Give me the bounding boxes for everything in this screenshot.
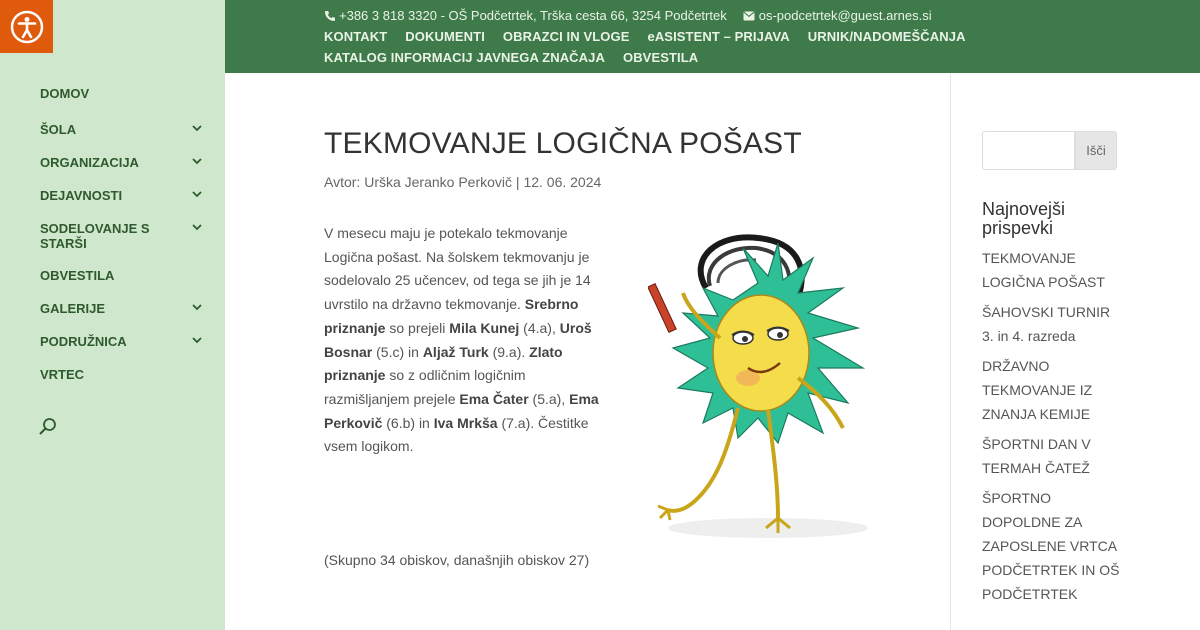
- visit-counter: (Skupno 34 obiskov, današnjih obiskov 27): [324, 552, 590, 568]
- menu-item-dokumenti[interactable]: DOKUMENTI: [405, 29, 485, 44]
- nav-item-obvestila[interactable]: [40, 268, 160, 283]
- phone-icon: [324, 10, 336, 22]
- silver-award-label: Srebrno priznanje: [324, 296, 579, 336]
- text-fragment: (9.a).: [488, 343, 530, 360]
- student-name: Mila Kunej: [449, 319, 520, 336]
- phone-address-text: +386 3 818 3320 - OŠ Podčetrtek, Trška cesta 66, 3254 Podčetrtek: [339, 8, 727, 23]
- recent-posts-list: [982, 246, 1122, 612]
- nav-item-domov[interactable]: [40, 86, 160, 101]
- student-name: Ema Čater: [459, 390, 529, 407]
- email-link[interactable]: os-podcetrtek@guest.arnes.si: [758, 8, 932, 23]
- menu-item-katalog-informacij[interactable]: KATALOG INFORMACIJ JAVNEGA ZNAČAJA: [324, 50, 605, 65]
- logic-monster-illustration: [648, 228, 888, 548]
- nav-item-label: GALERIJE: [40, 301, 106, 316]
- search-button[interactable]: Išči: [1075, 131, 1117, 170]
- article-title: TEKMOVANJE LOGIČNA POŠAST: [324, 127, 802, 160]
- text-fragment: (6.b) in: [382, 414, 434, 431]
- student-name: Aljaž Turk: [422, 343, 489, 360]
- chevron-down-icon[interactable]: [192, 191, 202, 198]
- nav-item-label: ORGANIZACIJA: [40, 155, 139, 170]
- recent-post-link[interactable]: ŠPORTNO DOPOLDNE ZA ZAPOSLENE VRTCA PODČETRTEK IN OŠ PODČETRTEK: [982, 490, 1120, 602]
- nav-item-sola[interactable]: [40, 122, 210, 137]
- left-sidebar: [0, 0, 225, 630]
- student-name: Iva Mrkša: [433, 414, 498, 431]
- article-paragraph: V mesecu maju je potekalo tekmovanje Logična pošast. Na šolskem tekmovanju je sodelovalo 25 učencev, od tega se jih je 14 uvrstilo na državno tekmovanje.: [324, 225, 591, 313]
- recent-post-link[interactable]: ŠPORTNI DAN V TERMAH ČATEŽ: [982, 436, 1091, 476]
- chevron-down-icon[interactable]: [192, 125, 202, 132]
- chevron-down-icon[interactable]: [192, 304, 202, 311]
- menu-item-kontakt[interactable]: KONTAKT: [324, 29, 388, 44]
- menu-item-obvestila[interactable]: OBVESTILA: [622, 50, 699, 65]
- nav-item-label: DEJAVNOSTI: [40, 188, 123, 203]
- recent-post-link[interactable]: DRŽAVNO TEKMOVANJE IZ ZNANJA KEMIJE: [982, 358, 1093, 422]
- article-meta: Avtor: Urška Jeranko Perkovič | 12. 06. 2024: [324, 174, 602, 190]
- menu-item-urnik-nadomescanja[interactable]: URNIK/NADOMEŠČANJA: [807, 29, 966, 44]
- secondary-menu-row-2: [324, 50, 716, 65]
- nav-item-organizacija[interactable]: [40, 155, 210, 170]
- text-fragment: (5.a),: [528, 390, 570, 407]
- gold-award-label: Zlato priznanje: [324, 343, 563, 384]
- accessibility-icon: [10, 10, 44, 44]
- chevron-down-icon[interactable]: [192, 158, 202, 165]
- recent-posts-title: Najnovejši prispevki: [982, 199, 1066, 238]
- recent-post-link[interactable]: TEKMOVANJE LOGIČNA POŠAST: [982, 250, 1105, 290]
- recent-post-link[interactable]: ŠAHOVSKI TURNIR 3. in 4. razreda: [982, 304, 1111, 344]
- nav-item-label: PODRUŽNICA: [40, 334, 127, 349]
- nav-item-label: DOMOV: [40, 86, 90, 101]
- nav-item-vrtec[interactable]: [40, 367, 160, 382]
- search-icon[interactable]: [39, 417, 57, 435]
- text-fragment: so z odličnim logičnim razmišljanjem prejele: [324, 367, 526, 407]
- contact-info: [324, 8, 932, 23]
- menu-item-obrazci-in-vloge[interactable]: OBRAZCI IN VLOGE: [502, 29, 630, 44]
- nav-item-label: VRTEC: [40, 367, 85, 382]
- nav-item-label: ŠOLA: [40, 122, 77, 137]
- article-body: [324, 222, 609, 459]
- student-name: Ema Perkovič: [324, 390, 599, 431]
- student-name: Uroš Bosnar: [324, 319, 592, 360]
- top-header: [225, 0, 1200, 73]
- nav-item-sodelovanje-s-starsi[interactable]: [40, 221, 210, 251]
- menu-item-easistent-prijava[interactable]: eASISTENT – PRIJAVA: [647, 29, 790, 44]
- chevron-down-icon[interactable]: [192, 337, 202, 344]
- email-icon: [743, 11, 755, 21]
- nav-item-label: SODELOVANJE S STARŠI: [40, 221, 150, 251]
- text-fragment: (7.a). Čestitke vsem logikom.: [324, 414, 589, 455]
- nav-item-podruznica[interactable]: [40, 334, 210, 349]
- search-input[interactable]: [982, 131, 1075, 170]
- chevron-down-icon[interactable]: [192, 224, 202, 231]
- nav-item-label: OBVESTILA: [40, 268, 115, 283]
- accessibility-button[interactable]: [0, 0, 53, 53]
- nav-item-dejavnosti[interactable]: [40, 188, 210, 203]
- secondary-menu-row-1: [324, 29, 984, 44]
- text-fragment: (4.a),: [519, 319, 560, 336]
- content-divider: [950, 73, 951, 630]
- nav-item-galerije[interactable]: [40, 301, 210, 316]
- text-fragment: so prejeli: [385, 319, 450, 336]
- text-fragment: (5.c) in: [372, 343, 423, 360]
